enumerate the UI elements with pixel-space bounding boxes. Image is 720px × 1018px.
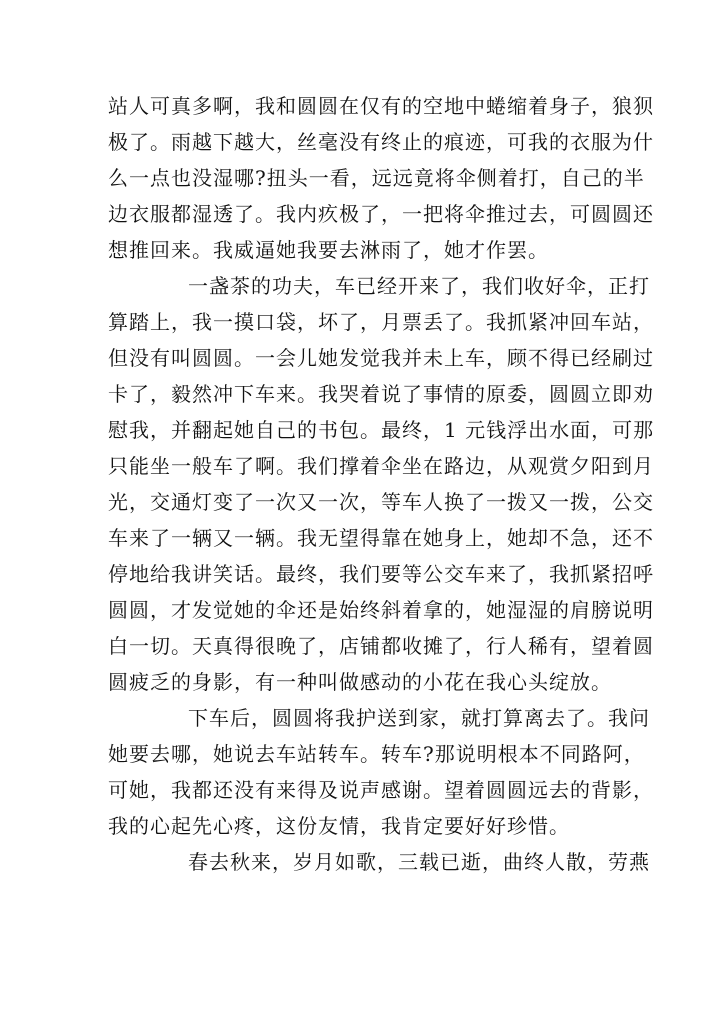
text-line: 圆圆，才发觉她的伞还是始终斜着拿的，她湿湿的肩膀说明 xyxy=(108,598,654,622)
text-line: 卡了，毅然冲下车来。我哭着说了事情的原委，圆圆立即劝 xyxy=(108,382,654,406)
text-line: 只能坐一般车了啊。我们撑着伞坐在路边，从观赏夕阳到月 xyxy=(108,454,654,478)
text-line: 极了。雨越下越大，丝毫没有终止的痕迹，可我的衣服为什 xyxy=(108,130,654,154)
text-line: 圆疲乏的身影，有一种叫做感动的小花在我心头绽放。 xyxy=(108,670,612,694)
text-line: 边衣服都湿透了。我内疚极了，一把将伞推过去，可圆圆还 xyxy=(108,202,654,226)
text-line: 慰我，并翻起她自己的书包。最终，1 元钱浮出水面，可那 xyxy=(108,418,655,442)
text-line: 算踏上，我一摸口袋，坏了，月票丢了。我抓紧冲回车站， xyxy=(108,310,654,334)
text-line: 她要去哪，她说去车站转车。转车?那说明根本不同路阿， xyxy=(108,742,645,766)
text-line: 车来了一辆又一辆。我无望得靠在她身上，她却不急，还不 xyxy=(108,526,654,550)
paragraph-2 xyxy=(108,268,655,700)
text-line: 但没有叫圆圆。一会儿她发觉我并未上车，顾不得已经刷过 xyxy=(108,346,654,370)
text-line: 可她，我都还没有来得及说声感谢。望着圆圆远去的背影， xyxy=(108,778,654,802)
text-line: 白一切。天真得很晚了，店铺都收摊了，行人稀有，望着圆 xyxy=(108,634,654,658)
text-line: 光，交通灯变了一次又一次，等车人换了一拨又一拨，公交 xyxy=(108,490,654,514)
text-line: 站人可真多啊，我和圆圆在仅有的空地中蜷缩着身子，狼狈 xyxy=(108,94,654,118)
text-line: 想推回来。我威逼她我要去淋雨了，她才作罢。 xyxy=(108,238,549,262)
text-line: 我的心起先心疼，这份友情，我肯定要好好珍惜。 xyxy=(108,814,570,838)
text-line: 么一点也没湿哪?扭头一看，远远竟将伞侧着打，自己的半 xyxy=(108,166,645,190)
paragraph-1 xyxy=(108,88,654,268)
text-line-indented: 下车后，圆圆将我护送到家，就打算离去了。我问 xyxy=(188,706,650,730)
paragraph-4 xyxy=(108,844,650,880)
text-line: 停地给我讲笑话。最终，我们要等公交车来了，我抓紧招呼 xyxy=(108,562,654,586)
paragraph-3 xyxy=(108,700,654,844)
body-text xyxy=(108,88,655,880)
text-line-indented: 一盏茶的功夫，车已经开来了，我们收好伞，正打 xyxy=(188,274,650,298)
text-line-indented: 春去秋来，岁月如歌，三载已逝，曲终人散，劳燕 xyxy=(188,850,650,874)
